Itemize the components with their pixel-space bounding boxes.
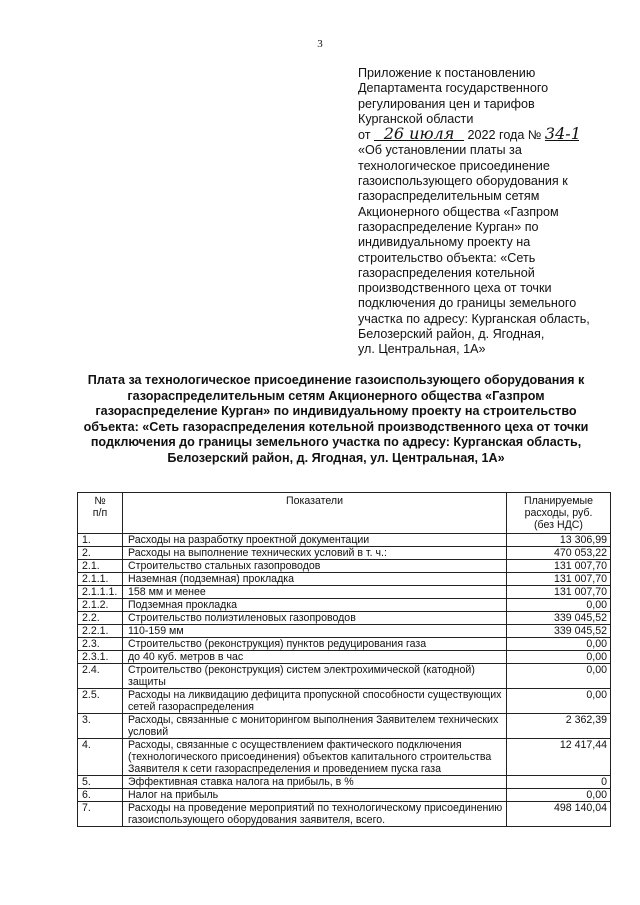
subject-line: «Об установлении платы за — [358, 143, 522, 158]
table-body — [78, 534, 611, 827]
appendix-line: Курганской области — [358, 111, 474, 126]
row-value: 0 — [507, 776, 611, 789]
header-indicator: Показатели — [123, 493, 507, 534]
table-row — [78, 625, 611, 638]
row-value: 339 045,52 — [507, 612, 611, 625]
title-line: объекта: «Сеть газораспределения котельной производственного цеха от точки — [83, 419, 589, 434]
subject-line: участка по адресу: Курганская область, — [358, 311, 590, 326]
row-number: 4. — [78, 739, 123, 776]
header-planned-cost: Планируемые расходы, руб. (без НДС) — [507, 493, 611, 534]
row-value: 12 417,44 — [507, 739, 611, 776]
table-row — [78, 547, 611, 560]
document-title — [66, 373, 606, 467]
row-number: 3. — [78, 714, 123, 739]
table-row — [78, 599, 611, 612]
appendix-line: регулирования цен и тарифов — [358, 96, 535, 111]
row-value: 131 007,70 — [507, 586, 611, 599]
row-value: 498 140,04 — [507, 802, 611, 827]
header-number: № п/п — [78, 493, 123, 534]
table-row — [78, 776, 611, 789]
row-number: 2.3.1. — [78, 651, 123, 664]
handwritten-decree-number: 34-1 — [544, 124, 581, 144]
subject-line: газораспределительным сетям — [358, 189, 540, 204]
row-indicator: Строительство полиэтиленовых газопроводов — [123, 612, 507, 625]
cost-table — [77, 492, 611, 827]
row-number: 2.5. — [78, 689, 123, 714]
row-number: 2.1.1. — [78, 573, 123, 586]
row-value: 0,00 — [507, 664, 611, 689]
row-indicator: Расходы на ликвидацию дефицита пропускной способности существующих сетей газораспределения — [123, 689, 507, 714]
table-header-row — [78, 493, 611, 534]
row-value: 131 007,70 — [507, 560, 611, 573]
row-value: 0,00 — [507, 599, 611, 612]
row-indicator: до 40 куб. метров в час — [123, 651, 507, 664]
row-indicator: Строительство стальных газопроводов — [123, 560, 507, 573]
row-number: 5. — [78, 776, 123, 789]
table-row — [78, 638, 611, 651]
row-indicator: Эффективная ставка налога на прибыль, в % — [123, 776, 507, 789]
table-row — [78, 739, 611, 776]
row-indicator: Расходы на выполнение технических условий в т. ч.: — [123, 547, 507, 560]
title-line: подключения до границы земельного участка по адресу: Курганская область, — [90, 435, 582, 450]
appendix-line: Департамента государственного — [358, 81, 549, 96]
row-value: 470 053,22 — [507, 547, 611, 560]
table-row — [78, 586, 611, 599]
title-line: газораспределение Курган» по индивидуальному проекту на строительство — [95, 404, 577, 419]
row-number: 2.1.1.1. — [78, 586, 123, 599]
row-indicator: Расходы на разработку проектной документации — [123, 534, 507, 547]
subject-line: газораспределение Курган» по — [358, 219, 539, 234]
row-number: 2.4. — [78, 664, 123, 689]
table-row — [78, 714, 611, 739]
row-number: 2.1.2. — [78, 599, 123, 612]
appendix-line: Приложение к постановлению — [358, 66, 536, 80]
decree-date-line — [358, 124, 628, 144]
table-row — [78, 689, 611, 714]
row-number: 6. — [78, 789, 123, 802]
table-row — [78, 802, 611, 827]
row-indicator: Расходы на проведение мероприятий по технологическому присоединению газоиспользующего оборудования заявителя, всего. — [123, 802, 507, 827]
row-indicator: 110-159 мм — [123, 625, 507, 638]
date-suffix: 2022 года № — [467, 128, 542, 143]
subject-line: Белозерский район, д. Ягодная, — [358, 327, 545, 342]
subject-line: технологическое присоединение — [358, 158, 550, 173]
table-row — [78, 573, 611, 586]
table-row — [78, 664, 611, 689]
row-number: 2.1. — [78, 560, 123, 573]
subject-line: Акционерного общества «Газпром — [358, 204, 559, 219]
table-row — [78, 534, 611, 547]
subject-line: подключения до границы земельного — [358, 296, 577, 311]
subject-line: газораспределения котельной — [358, 265, 535, 280]
table-row — [78, 789, 611, 802]
title-line: Белозерский район, д. Ягодная, ул. Центральная, 1А» — [167, 450, 505, 465]
table-row — [78, 651, 611, 664]
row-indicator: Расходы, связанные с осуществлением фактического подключения (технологического присоединения) объектов капитального строительства Заявителя к сети газораспределения и проведением пуска газа — [123, 739, 507, 776]
row-value: 0,00 — [507, 638, 611, 651]
row-number: 2.2. — [78, 612, 123, 625]
table-row — [78, 612, 611, 625]
row-number: 1. — [78, 534, 123, 547]
row-indicator: Строительство (реконструкция) пунктов редуцирования газа — [123, 638, 507, 651]
subject-line: производственного цеха от точки — [358, 281, 552, 296]
row-indicator: Расходы, связанные с мониторингом выполнения Заявителем технических условий — [123, 714, 507, 739]
row-number: 7. — [78, 802, 123, 827]
row-number: 2.3. — [78, 638, 123, 651]
row-indicator: Налог на прибыль — [123, 789, 507, 802]
row-value: 0,00 — [507, 789, 611, 802]
row-value: 0,00 — [507, 689, 611, 714]
row-value: 339 045,52 — [507, 625, 611, 638]
row-number: 2. — [78, 547, 123, 560]
page-number: 3 — [317, 38, 323, 50]
subject-line: строительство объекта: «Сеть — [358, 250, 536, 265]
row-value: 131 007,70 — [507, 573, 611, 586]
subject-line: индивидуальному проекту на — [358, 235, 531, 250]
row-indicator: 158 мм и менее — [123, 586, 507, 599]
row-value: 13 306,99 — [507, 534, 611, 547]
row-value: 0,00 — [507, 651, 611, 664]
date-prefix: от — [358, 128, 371, 143]
row-value: 2 362,39 — [507, 714, 611, 739]
row-indicator: Подземная прокладка — [123, 599, 507, 612]
subject-line: ул. Центральная, 1А» — [358, 342, 486, 357]
row-number: 2.2.1. — [78, 625, 123, 638]
row-indicator: Строительство (реконструкция) систем электрохимической (катодной) защиты — [123, 664, 507, 689]
title-line: Плата за технологическое присоединение газоиспользующего оборудования к — [87, 373, 585, 387]
table-row — [78, 560, 611, 573]
handwritten-date: 26 июля — [374, 127, 464, 141]
row-indicator: Наземная (подземная) прокладка — [123, 573, 507, 586]
title-line: газораспределительным сетям Акционерного общества «Газпром — [127, 388, 545, 403]
appendix-block — [358, 66, 628, 358]
subject-line: газоиспользующего оборудования к — [358, 174, 568, 189]
